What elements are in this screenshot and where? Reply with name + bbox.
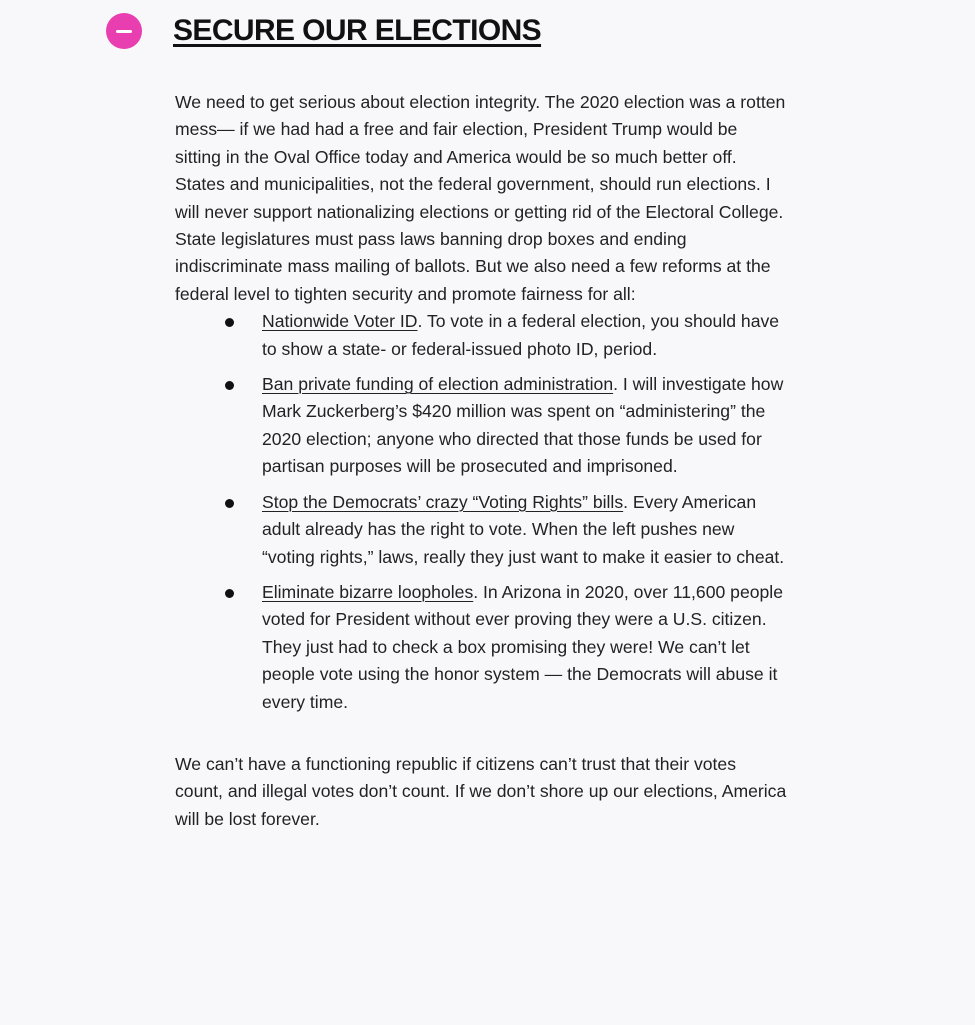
private-funding-link[interactable]: Ban private funding of election administration — [262, 374, 614, 395]
closing-paragraph: We can’t have a functioning republic if citizens can’t trust that their votes count, and illegal votes don’t count. If we don’t shore up our elections, America will be lost forever. — [175, 753, 787, 829]
section-body — [175, 89, 787, 833]
list-item-text: . To vote in a federal election, you should have to show a state- or federal-issued photo ID, period. — [262, 311, 780, 359]
list-item — [262, 579, 787, 716]
voter-id-link[interactable]: Nationwide Voter ID — [262, 311, 418, 332]
list-item-text: . I will investigate how Mark Zuckerberg’s $420 million was spent on “administering” the 2020 election; anyone who directed that those funds be used for partisan purposes will be prosecuted and imprisoned. — [262, 374, 784, 477]
loopholes-link[interactable]: Eliminate bizarre loopholes — [262, 581, 474, 602]
minus-icon — [116, 30, 132, 33]
list-item — [262, 308, 787, 363]
section-title: SECURE OUR ELECTIONS — [173, 14, 542, 47]
voting-rights-link[interactable]: Stop the Democrats’ crazy “Voting Rights” bills — [262, 491, 624, 512]
list-item — [262, 489, 787, 571]
section-header — [106, 10, 541, 52]
reform-list — [175, 308, 787, 716]
states-paragraph: States and municipalities, not the federal government, should run elections. I will never support nationalizing elections or getting rid of the Electoral College. State legislatures must pass laws banning drop boxes and ending indiscriminate mass mailing of ballots. But we also need a few reforms at the federal level to tighten security and promote fairness for all: — [175, 174, 784, 304]
bullet-icon — [225, 318, 234, 327]
list-item-text: . In Arizona in 2020, over 11,600 people voted for President without ever proving they were a U.S. citizen. They just had to check a box promising they were! We can’t let people vote using the honor system — the Democrats will abuse it every time. — [262, 581, 783, 712]
collapse-section-button[interactable] — [106, 13, 142, 49]
bullet-icon — [225, 589, 234, 598]
list-item — [262, 371, 787, 481]
list-item-text: . Every American adult already has the right to vote. When the left pushes new “voting rights,” laws, really they just want to make it easier to cheat. — [262, 491, 785, 567]
bullet-icon — [225, 499, 234, 508]
bullet-icon — [225, 381, 234, 390]
intro-paragraph: We need to get serious about election integrity. The 2020 election was a rotten mess— if we had had a free and fair election, President Trump would be sitting in the Oval Office today and America would be so much better off. — [175, 92, 786, 167]
